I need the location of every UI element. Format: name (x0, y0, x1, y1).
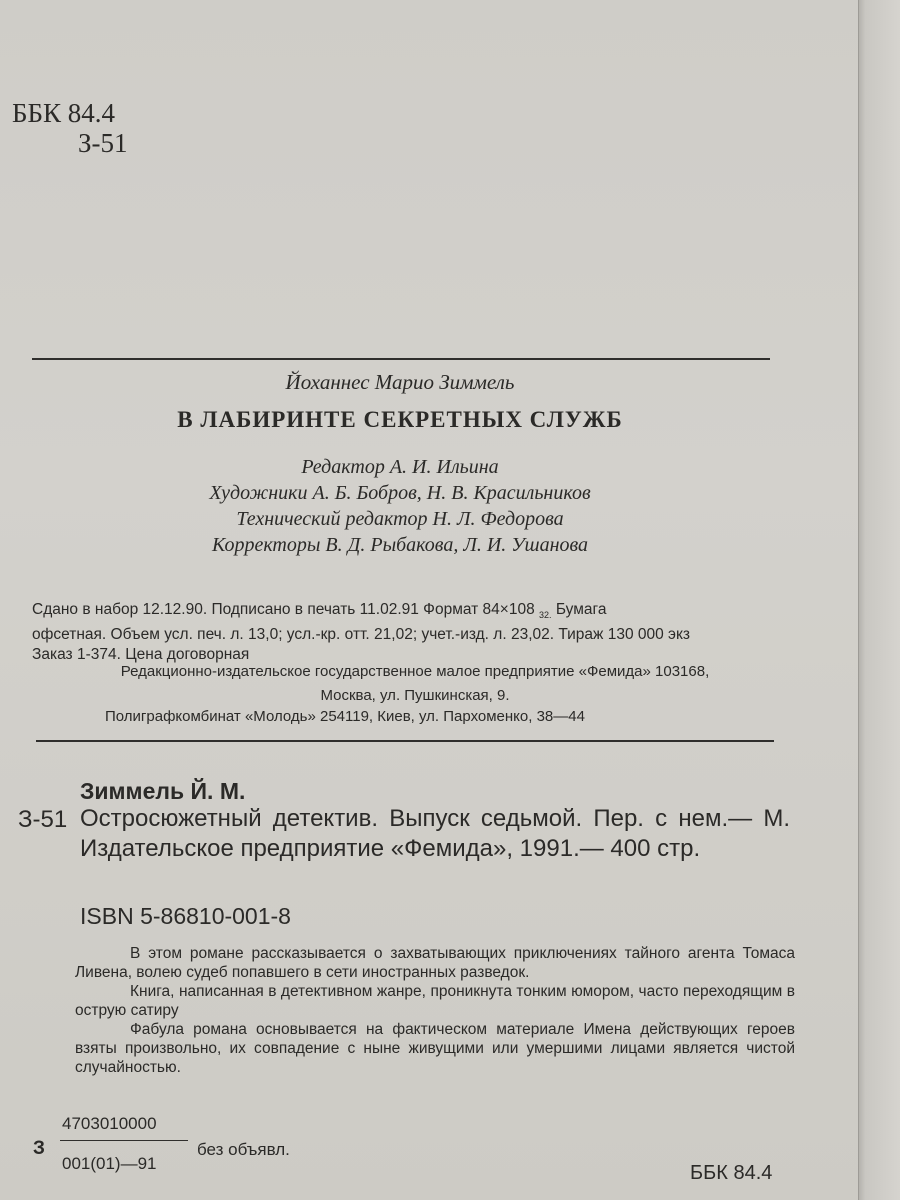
credit-artists: Художники А. Б. Бобров, Н. В. Красильников (209, 482, 591, 504)
annotation-paragraph: Фабула романа основывается на фактическом материале Имена действующих героев взяты произвольно, их совпадение с ныне живущими или умершими лицами является чистой случайностью. (75, 1021, 795, 1076)
catalog-letter: З (33, 1138, 45, 1159)
bbk-header (12, 98, 128, 158)
book-author: Йоханнес Марио Зиммель (285, 370, 515, 394)
book-title: В ЛАБИРИНТЕ СЕКРЕТНЫХ СЛУЖБ (177, 407, 623, 432)
biblio-author: Зиммель Й. М. (80, 778, 246, 804)
imprint-line-2: офсетная. Объем усл. печ. л. 13,0; усл.-кр. отт. 21,02; учет.-изд. л. 23,02. Тираж 130 000 экз (32, 626, 691, 644)
publisher-block (55, 660, 775, 708)
biblio-description: Остросюжетный детектив. Выпуск седьмой. Пер. с нем.— М. Издательское предприятие «Фемида», 1991.— 400 стр. (80, 805, 790, 862)
credit-tech-editor: Технический редактор Н. Л. Федорова (236, 508, 564, 530)
imprint-block (32, 600, 690, 665)
biblio-code: З-51 (18, 806, 68, 833)
publisher-line-1: Редакционно-издательское государственное малое предприятие «Фемида» 103168, (120, 663, 710, 680)
annotation-paragraph: Книга, написанная в детективном жанре, проникнута тонким юмором, часто переходящим в острую сатиру (75, 983, 795, 1019)
fraction-line (60, 1140, 188, 1141)
credit-proofreaders: Корректоры В. Д. Рыбакова, Л. И. Ушанова (211, 534, 589, 556)
imprint-line-1: Сдано в набор 12.12.90. Подписано в печать 11.02.91 Формат 84×108 $_{32.}$ Бумага (32, 601, 607, 621)
annotation-paragraph: В этом романе рассказывается о захватывающих приключениях тайного агента Томаса Ливена, волею судеб попавшего в сети иностранных разведок. (75, 945, 795, 981)
printer-line: Полиграфкомбинат «Молодь» 254119, Киев, ул. Пархоменко, 38—44 (105, 708, 585, 725)
annotation (75, 944, 795, 1077)
credit-editor: Редактор А. И. Ильина (301, 456, 499, 478)
credits-block (30, 454, 770, 558)
catalog-note: без объявл. (197, 1140, 290, 1159)
catalog-denominator: 001(01)—91 (62, 1154, 157, 1173)
top-divider (32, 358, 770, 360)
page-edge (858, 0, 900, 1200)
bottom-divider (36, 740, 774, 742)
imprint-line-3: Заказ 1-374. Цена договорная (32, 646, 250, 664)
catalog-numerator: 4703010000 (62, 1114, 157, 1133)
bbk-index: ББК 84.4 (12, 98, 116, 128)
bbk-footer: ББК 84.4 (690, 1162, 773, 1184)
publisher-line-2: Москва, ул. Пушкинская, 9. (320, 687, 510, 704)
author-mark: З-51 (78, 128, 128, 158)
isbn: ISBN 5-86810-001-8 (80, 903, 291, 929)
